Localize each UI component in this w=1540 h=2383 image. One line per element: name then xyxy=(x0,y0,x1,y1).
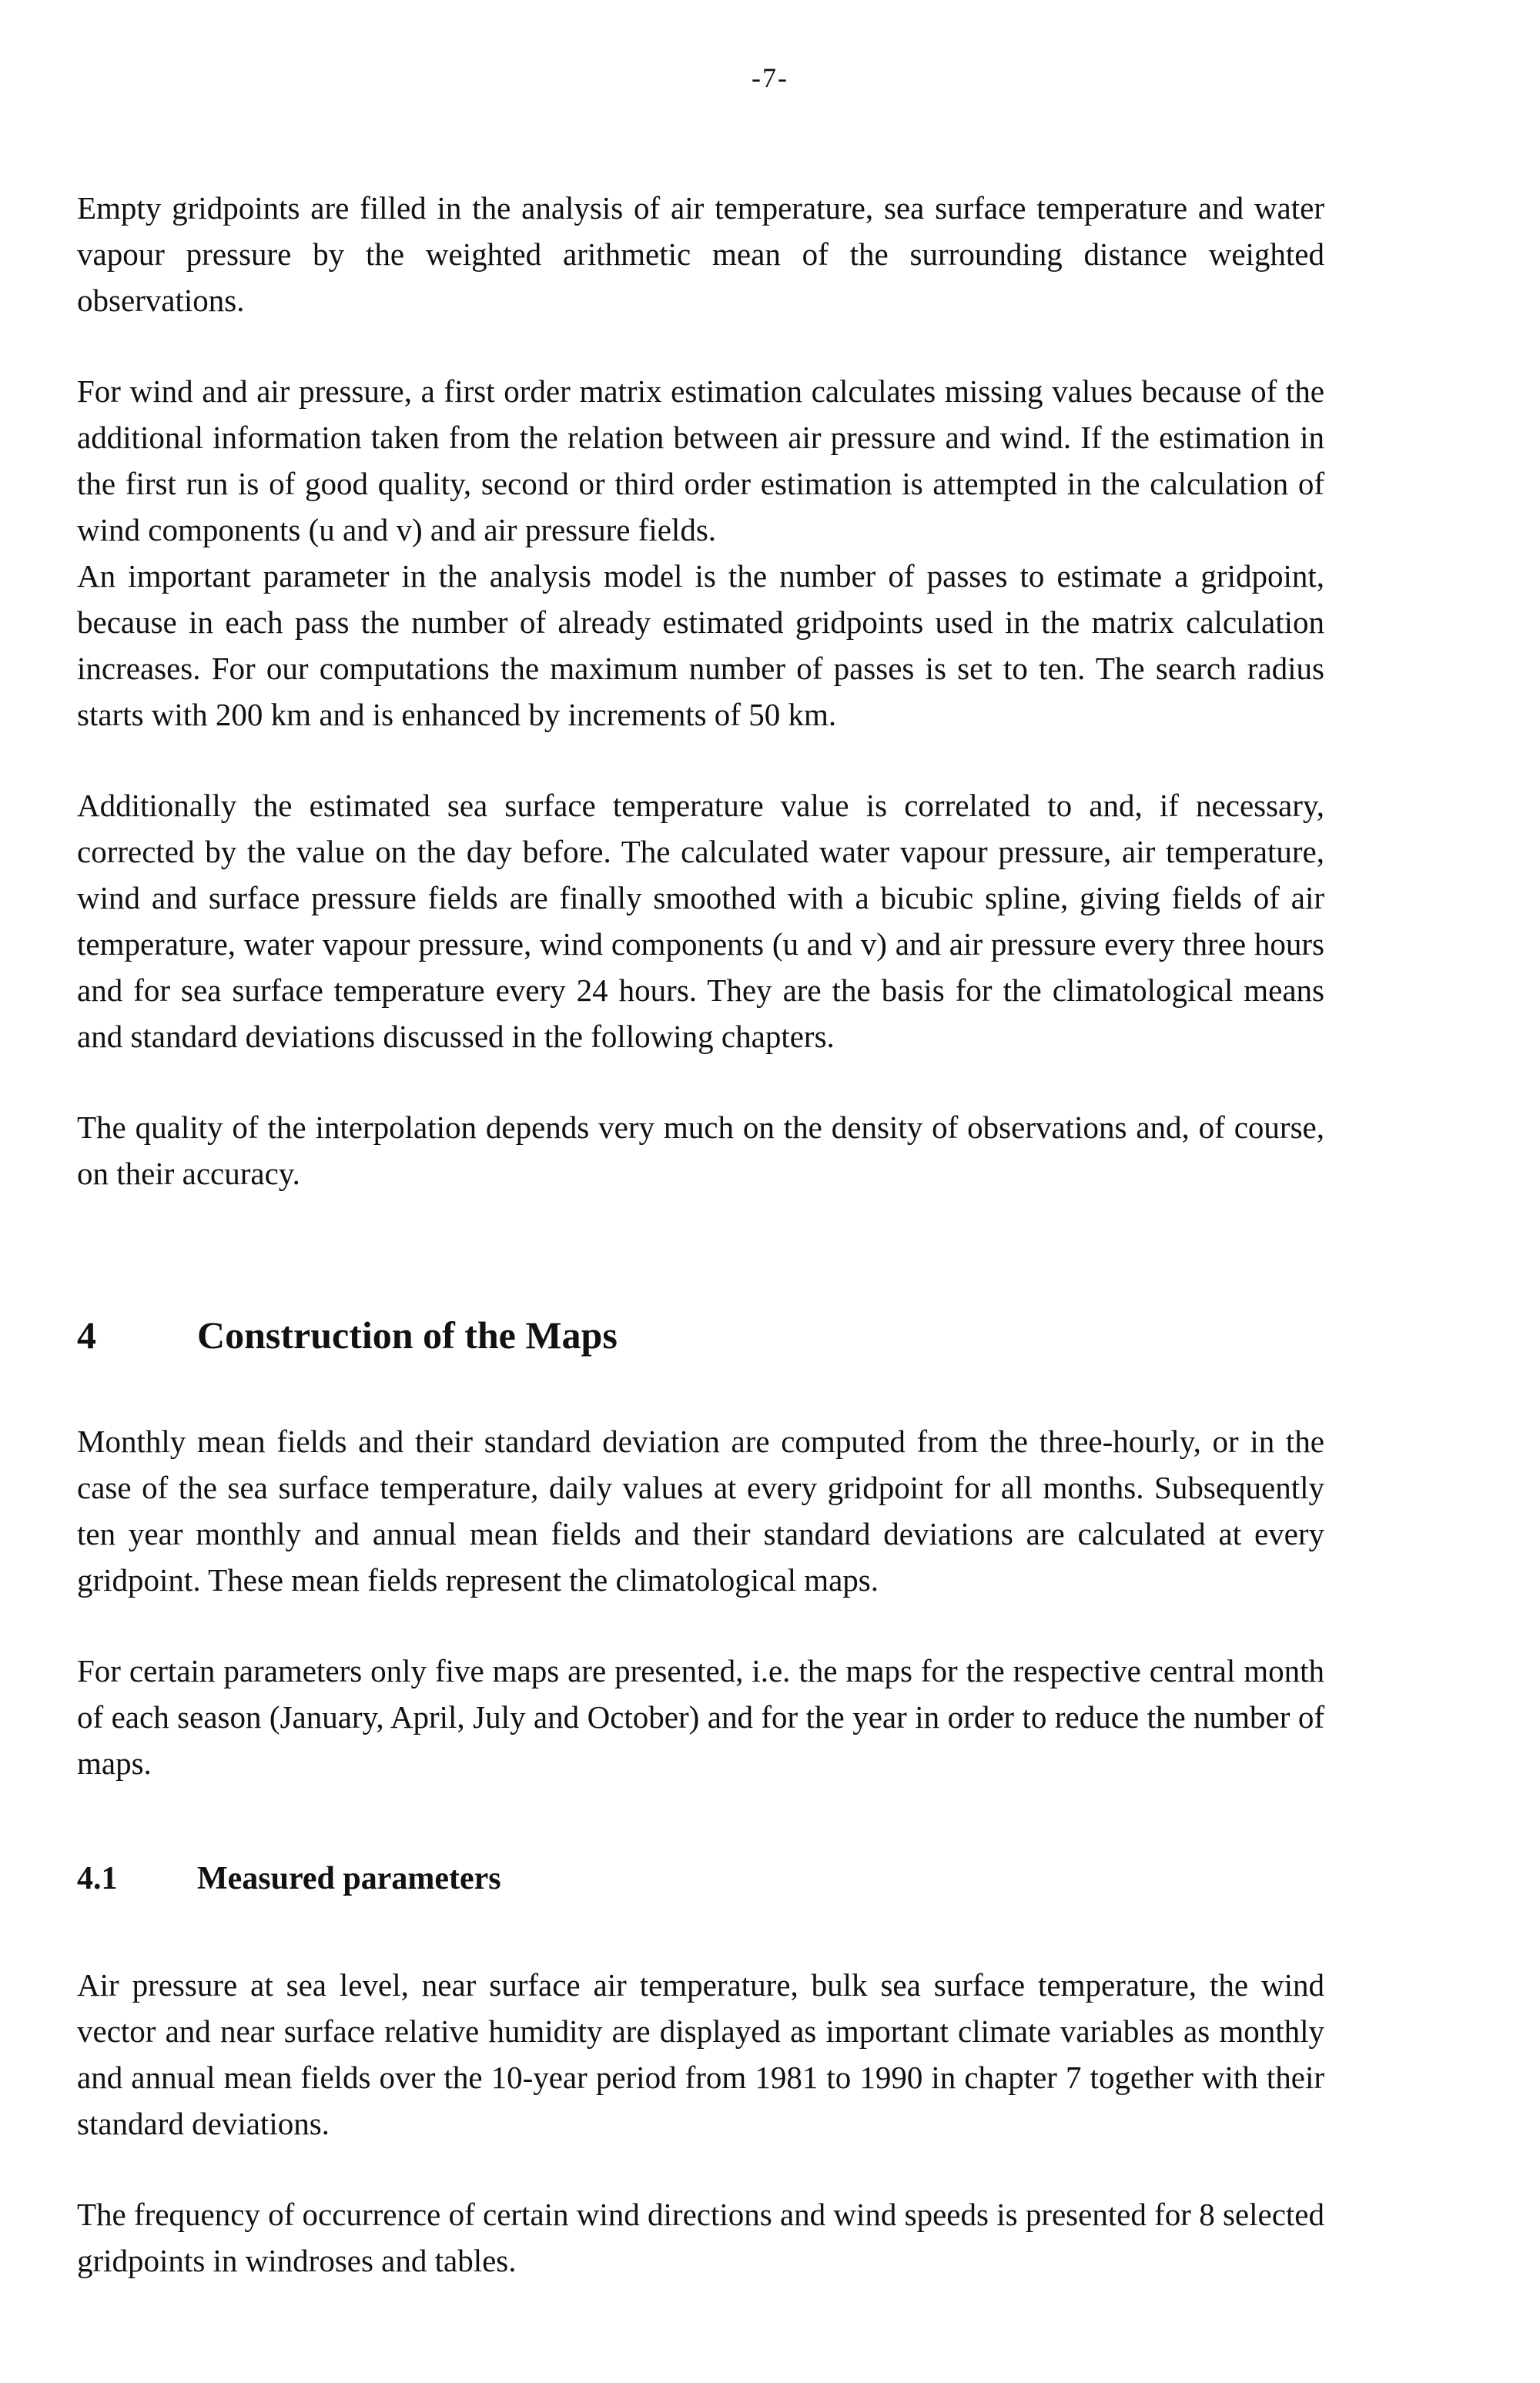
paragraph-five-maps: For certain parameters only five maps are presented, i.e. the maps for the respective central month of each season (January, April, July and October) and for the year in order to reduce the number of maps. xyxy=(77,1653,1324,1781)
paragraph-windroses: The frequency of occurrence of certain wind directions and wind speeds is presented for 8 selected gridpoints in windroses and tables. xyxy=(77,2197,1324,2278)
section-title: Construction of the Maps xyxy=(197,1314,618,1357)
paragraph-climate-variables: Air pressure at sea level, near surface air temperature, bulk sea surface temperature, the wind vector and near surface relative humidity are displayed as important climate variables as monthly and annual mean fields over the 10-year period from 1981 to 1990 in chapter 7 together with their standard deviations. xyxy=(77,1967,1324,2141)
paragraph-analysis-passes: An important parameter in the analysis model is the number of passes to estimate a gridpoint, because in each pass the number of already estimated gridpoints used in the matrix calculation increases. For our computations the maximum number of passes is set to ten. The search radius starts with 200 km and is enhanced by increments of 50 km. xyxy=(77,558,1324,732)
paragraph-sst-smoothing: Additionally the estimated sea surface temperature value is correlated to and, if necessary, corrected by the value on the day before. The calculated water vapour pressure, air temperature, wind and surface pressure fields are finally smoothed with a bicubic spline, giving fields of air temperature, water vapour pressure, wind components (u and v) and air pressure every three hours and for sea surface temperature every 24 hours. They are the basis for the climatological means and standard deviations discussed in the following chapters. xyxy=(77,788,1324,1054)
paragraph-empty-gridpoints: Empty gridpoints are filled in the analysis of air temperature, sea surface temperature and water vapour pressure by the weighted arithmetic mean of the surrounding distance weighted observations. xyxy=(77,190,1324,318)
page-number: -7- xyxy=(752,62,788,93)
page-content xyxy=(77,185,1324,2284)
subsection-number: 4.1 xyxy=(77,1861,118,1896)
paragraph-wind-air-pressure: For wind and air pressure, a first order matrix estimation calculates missing values because of the additional information taken from the relation between air pressure and wind. If the estimation in the first run is of good quality, second or third order estimation is attempted in the calculation of wind components (u and v) and air pressure fields. xyxy=(77,373,1324,547)
paragraph-interpolation-quality: The quality of the interpolation depends very much on the density of observations and, of course, on their accuracy. xyxy=(77,1110,1324,1191)
section-number: 4 xyxy=(77,1314,96,1357)
section-heading xyxy=(77,1312,1324,1358)
paragraph-monthly-mean-fields: Monthly mean fields and their standard deviation are computed from the three-hourly, or in the case of the sea surface temperature, daily values at every gridpoint for all months. Subsequently ten year monthly and annual mean fields and their standard deviations are calculated at every gridpoint. These mean fields represent the climatological maps. xyxy=(77,1424,1324,1598)
subsection-title: Measured parameters xyxy=(197,1861,501,1896)
subsection-heading xyxy=(77,1856,1324,1902)
